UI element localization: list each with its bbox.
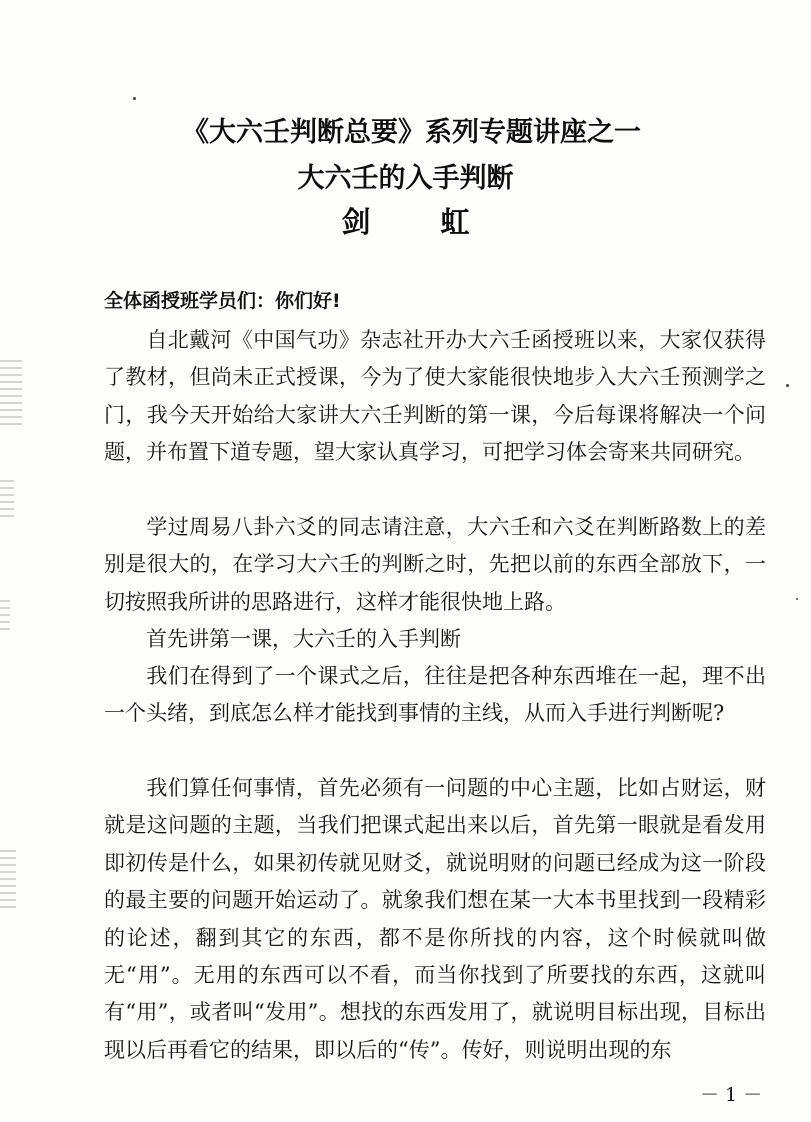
paragraph-text: 学过周易八卦六爻的同志请注意，大六壬和六爻在判断路数上的差别是很大的，在学习大六壬的判断之时，先把以前的东西全部放下，一切按照我所讲的思路进行，这样才能很快地上路。 xyxy=(104,515,766,614)
scan-speck xyxy=(133,97,136,100)
paragraph-text: 首先讲第一课，大六壬的入手判断 xyxy=(146,627,461,651)
document-author: 剑 虹 xyxy=(341,205,500,239)
paragraph xyxy=(104,322,766,472)
paragraph xyxy=(104,621,766,658)
scan-edge-noise xyxy=(0,360,22,430)
page-number: － 1 － xyxy=(700,1084,763,1106)
greeting: 全体函授班学员们：你们好! xyxy=(104,290,341,312)
document-subtitle: 大六壬的入手判断 xyxy=(297,163,514,194)
scan-edge-noise xyxy=(0,850,16,910)
paragraph-text: 自北戴河《中国气功》杂志社开办大六壬函授班以来，大家仅获得了教材，但尚未正式授课，今为了使大家能很快地步入大六壬预测学之门，我今天开始给大家讲大六壬判断的第一课，今后每课将解决一个问题，并布置下道专题，望大家认真学习，可把学习体会寄来共同研究。 xyxy=(104,328,766,465)
paragraph-text: 我们在得到了一个课式之后，往往是把各种东西堆在一起，理不出一个头绪，到底怎么样才能找到事情的主线，从而入手进行判断呢? xyxy=(104,664,766,726)
document-title: 《大六壬判断总要》系列专题讲座之一 xyxy=(182,117,641,148)
paragraph-text: 我们算任何事情，首先必须有一问题的中心主题，比如占财运，财就是这问题的主题，当我们把课式起出来以后，首先第一眼就是看发用即初传是什么，如果初传就见财爻，就说明财的问题已经成为这一阶段的最主要的问题开始运动了。就象我们想在某一大本书里找到一段精彩的论述，翻到其它的东西，都不是你所找的内容，这个时候就叫做无“用”。无用的东西可以不看，而当你找到了所要找的东西，这就叫有“用”，或者叫“发用”。想找的东西发用了，就说明目标出现，目标出现以后再看它的结果，即以后的“传”。传好，则说明出现的东 xyxy=(104,776,766,1062)
scan-speck xyxy=(796,598,798,600)
paragraph xyxy=(104,770,766,1069)
paragraph xyxy=(104,658,766,733)
paragraph xyxy=(104,509,766,621)
scan-edge-noise xyxy=(0,480,14,520)
scan-speck xyxy=(786,384,789,387)
scan-edge-noise xyxy=(0,600,10,630)
